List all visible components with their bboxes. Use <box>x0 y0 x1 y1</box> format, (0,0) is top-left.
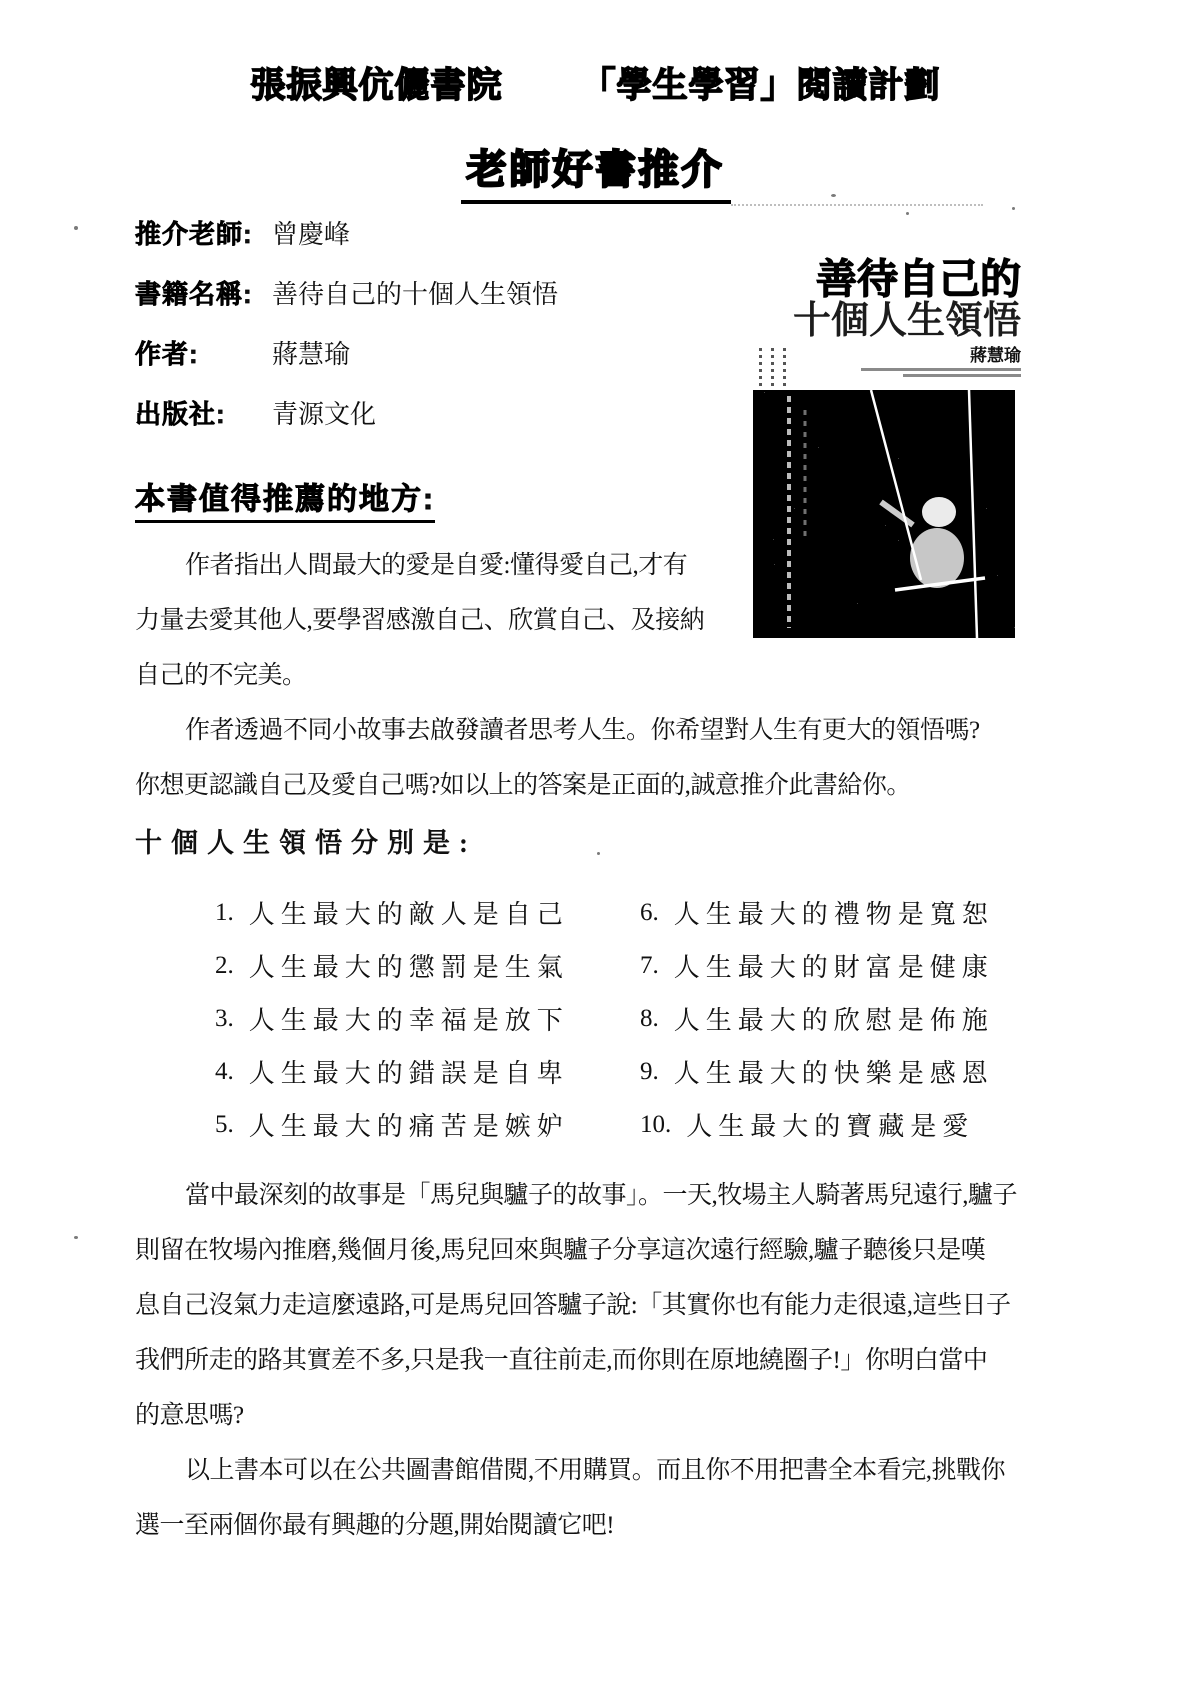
list-item <box>640 886 1061 939</box>
list-heading-text: 十個人生領悟分別是: <box>135 828 477 858</box>
paragraph-line: 的意思嗎? <box>135 1402 244 1429</box>
child-body <box>910 528 964 588</box>
paragraph-line: 我們所走的路其實差不多,只是我一直往前走,而你則在原地繞圈子!」你明白當中 <box>135 1347 988 1374</box>
list-item-number: 7. <box>640 951 659 979</box>
list-item-text: 人生最大的敵人是自己 <box>248 900 569 929</box>
paragraph-line: 以上書本可以在公共圖書館借閱,不用購買。而且你不用把書全本看完,挑戰你 <box>185 1457 1006 1484</box>
scan-speck <box>831 194 836 197</box>
scan-dots <box>731 204 983 206</box>
book-info-fields <box>135 214 1061 454</box>
list-item <box>640 992 1061 1045</box>
list-heading <box>135 821 1061 861</box>
cover-title-line1: 善待自己的 <box>816 256 1021 302</box>
list-item-number: 4. <box>215 1057 234 1085</box>
paragraph-recommendation-2 <box>135 703 1061 813</box>
list-item-text: 人生最大的快樂是感恩 <box>673 1059 994 1088</box>
list-item <box>640 1045 1061 1098</box>
list-item-number: 6. <box>640 898 659 926</box>
field-row-author <box>135 334 1061 394</box>
paragraph-story <box>135 1168 1061 1443</box>
field-row-publisher <box>135 394 1061 454</box>
scan-speck <box>74 226 78 230</box>
list-column-right <box>640 886 1061 1151</box>
list-item-number: 3. <box>215 1004 234 1032</box>
list-item <box>215 1098 640 1151</box>
field-value: 善待自己的十個人生領悟 <box>272 280 559 309</box>
list-item <box>215 886 640 939</box>
list-item <box>215 992 640 1045</box>
school-name: 張振興伉儷書院 <box>250 66 503 105</box>
field-value: 青源文化 <box>272 400 377 429</box>
scan-speck <box>1012 207 1015 210</box>
list-item <box>215 1045 640 1098</box>
paragraph-line: 力量去愛其他人,要學習感激自己、欣賞自己、及接納 <box>135 607 705 634</box>
field-label: 作者: <box>135 339 199 369</box>
list-item-text: 人生最大的幸福是放下 <box>248 1006 569 1035</box>
paragraph-line: 則留在牧場內推磨,幾個月後,馬兒回來與驢子分享這次遠行經驗,驢子聽後只是嘆 <box>135 1237 986 1264</box>
list-item-text: 人生最大的欣慰是佈施 <box>673 1006 994 1035</box>
field-row-teacher <box>135 214 1061 274</box>
list-item <box>640 1098 1061 1151</box>
cover-author: 蔣慧瑜 <box>970 345 1021 365</box>
cover-title-line2: 十個人生領悟 <box>792 299 1021 342</box>
list-item-number: 5. <box>215 1110 234 1138</box>
list-item-text: 人生最大的痛苦是嫉妒 <box>248 1112 569 1141</box>
list-column-left <box>215 886 640 1151</box>
paragraph-line: 你想更認識自己及愛自己嗎?如以上的答案是正面的,誠意推介此書給你。 <box>135 772 911 799</box>
list-item-number: 9. <box>640 1057 659 1085</box>
paragraph-line: 選一至兩個你最有興趣的分題,開始閱讀它吧! <box>135 1512 615 1539</box>
paragraph-line: 自己的不完美。 <box>135 662 307 689</box>
field-label: 書籍名稱: <box>135 279 253 309</box>
list-item <box>215 939 640 992</box>
page-subtitle: 老師好書推介 <box>461 138 731 204</box>
field-label: 推介老師: <box>135 219 253 249</box>
list-item-text: 人生最大的財富是健康 <box>673 953 994 982</box>
list-item-text: 人生最大的懲罰是生氣 <box>248 953 569 982</box>
field-value: 曾慶峰 <box>272 220 351 249</box>
list-item-text: 人生最大的錯誤是自卑 <box>248 1059 569 1088</box>
field-row-book-title <box>135 274 1061 334</box>
list-item-number: 8. <box>640 1004 659 1032</box>
subtitle-row <box>0 138 1191 204</box>
program-name: 「學生學習」閱讀計劃 <box>580 66 941 105</box>
list-item-number: 2. <box>215 951 234 979</box>
title-row <box>0 58 1191 108</box>
paragraph-closing <box>135 1443 1061 1553</box>
list-item-text: 人生最大的寶藏是愛 <box>686 1112 975 1141</box>
ten-insights-list <box>135 886 1061 1151</box>
scan-speck <box>74 1236 78 1239</box>
field-label: 出版社: <box>135 399 226 429</box>
child-head <box>922 497 956 527</box>
paragraph-line: 作者指出人間最大的愛是自愛:懂得愛自己,才有 <box>185 552 688 579</box>
document-body <box>0 214 1191 1553</box>
list-item-text: 人生最大的禮物是寬恕 <box>673 900 994 929</box>
paragraph-line: 當中最深刻的故事是「馬兒與驢子的故事」。一天,牧場主人騎著馬兒遠行,驢子 <box>185 1182 1018 1209</box>
field-value: 蔣慧瑜 <box>272 340 351 369</box>
list-item-number: 1. <box>215 898 234 926</box>
document-header <box>0 0 1191 204</box>
section-heading-text: 本書值得推薦的地方: <box>135 474 435 523</box>
paragraph-line: 息自己沒氣力走這麼遠路,可是馬兒回答驢子說:「其實你也有能力走很遠,這些日子 <box>135 1292 1011 1319</box>
scan-speck <box>597 852 600 855</box>
list-item-number: 10. <box>640 1110 672 1138</box>
paragraph-line: 作者透過不同小故事去啟發讀者思考人生。你希望對人生有更大的領悟嗎? <box>185 717 980 744</box>
list-item <box>640 939 1061 992</box>
